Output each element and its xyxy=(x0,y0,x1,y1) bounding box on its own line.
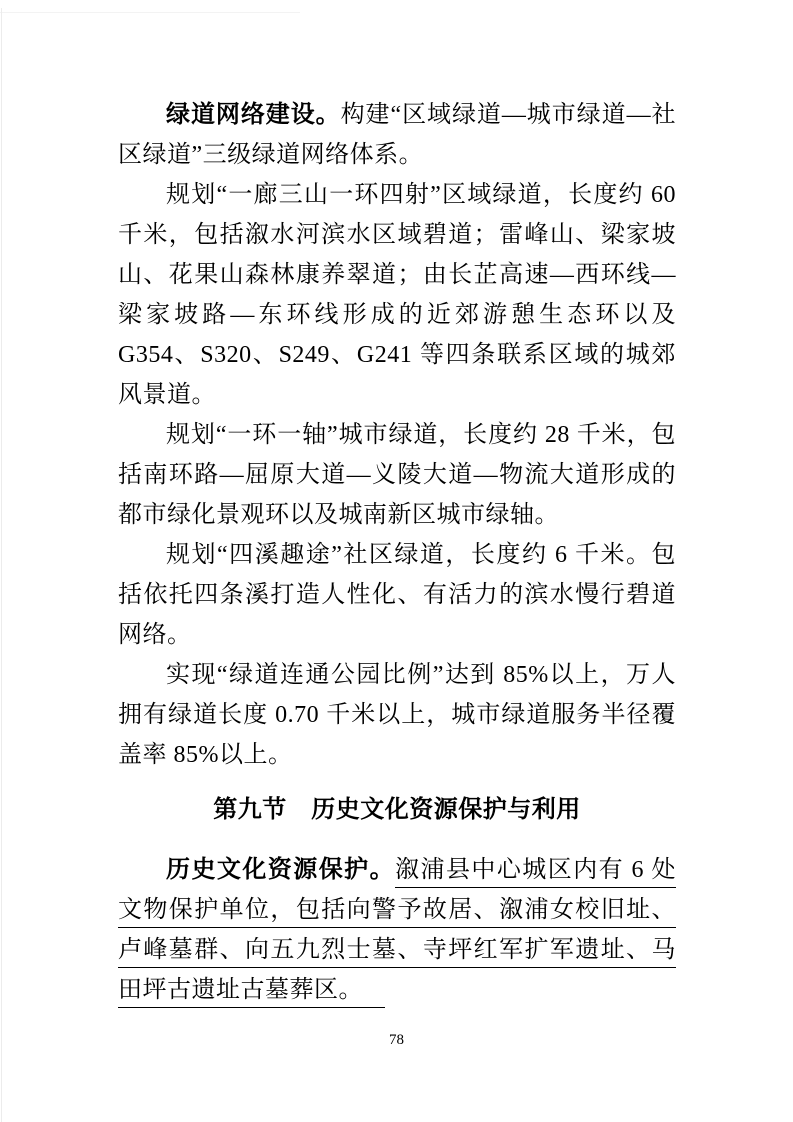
underlined-heritage-text: 溆浦县中心城区内有 6 处文物保护单位，包括向警予故居、溆浦女校旧址、卢峰墓群、向五九烈士墓、寺坪红军扩军遗址、马田坪古遗址古墓葬区。 xyxy=(118,857,676,1008)
paragraph-text-greenway-network: 构建“区域绿道—城市绿道—社区绿道”三级绿道网络体系。 xyxy=(118,102,677,168)
paragraph-community-greenway: 规划“四溪趣途”社区绿道，长度约 6 千米。包括依托四条溪打造人性化、有活力的滨水慢行碧道网络。 xyxy=(118,542,676,648)
paragraph-greenway-network xyxy=(118,95,676,175)
paragraph-heritage-protection xyxy=(118,850,676,1010)
paragraph-greenway-targets: 实现“绿道连通公园比例”达到 85%以上，万人拥有绿道长度 0.70 千米以上，城市绿道服务半径覆盖率 85%以上。 xyxy=(118,662,676,768)
paragraph-city-greenway: 规划“一环一轴”城市绿道，长度约 28 千米，包括南环路—屈原大道—义陵大道—物流大道形成的都市绿化景观环以及城南新区城市绿轴。 xyxy=(118,422,676,528)
page-number: 78 xyxy=(389,1032,404,1048)
scan-edge-left xyxy=(1,8,2,1122)
section-heading: 第九节 历史文化资源保护与利用 xyxy=(213,796,581,823)
paragraph-lead-heritage-protection: 历史文化资源保护。 xyxy=(166,857,396,883)
paragraph-regional-greenway: 规划“一廊三山一环四射”区域绿道，长度约 60 千米，包括溆水河滨水区域碧道；雷峰山、梁家坡山、花果山森林康养翠道；由长芷高速—西环线—梁家坡路—东环线形成的近郊游憩生态环以及 G354、S320、S249、G241 等四条联系区域的城郊风景道。 xyxy=(118,182,676,408)
scan-edge-top xyxy=(0,12,300,13)
paragraph-lead-greenway-network: 绿道网络建设。 xyxy=(166,102,341,128)
page-content xyxy=(118,95,676,1010)
